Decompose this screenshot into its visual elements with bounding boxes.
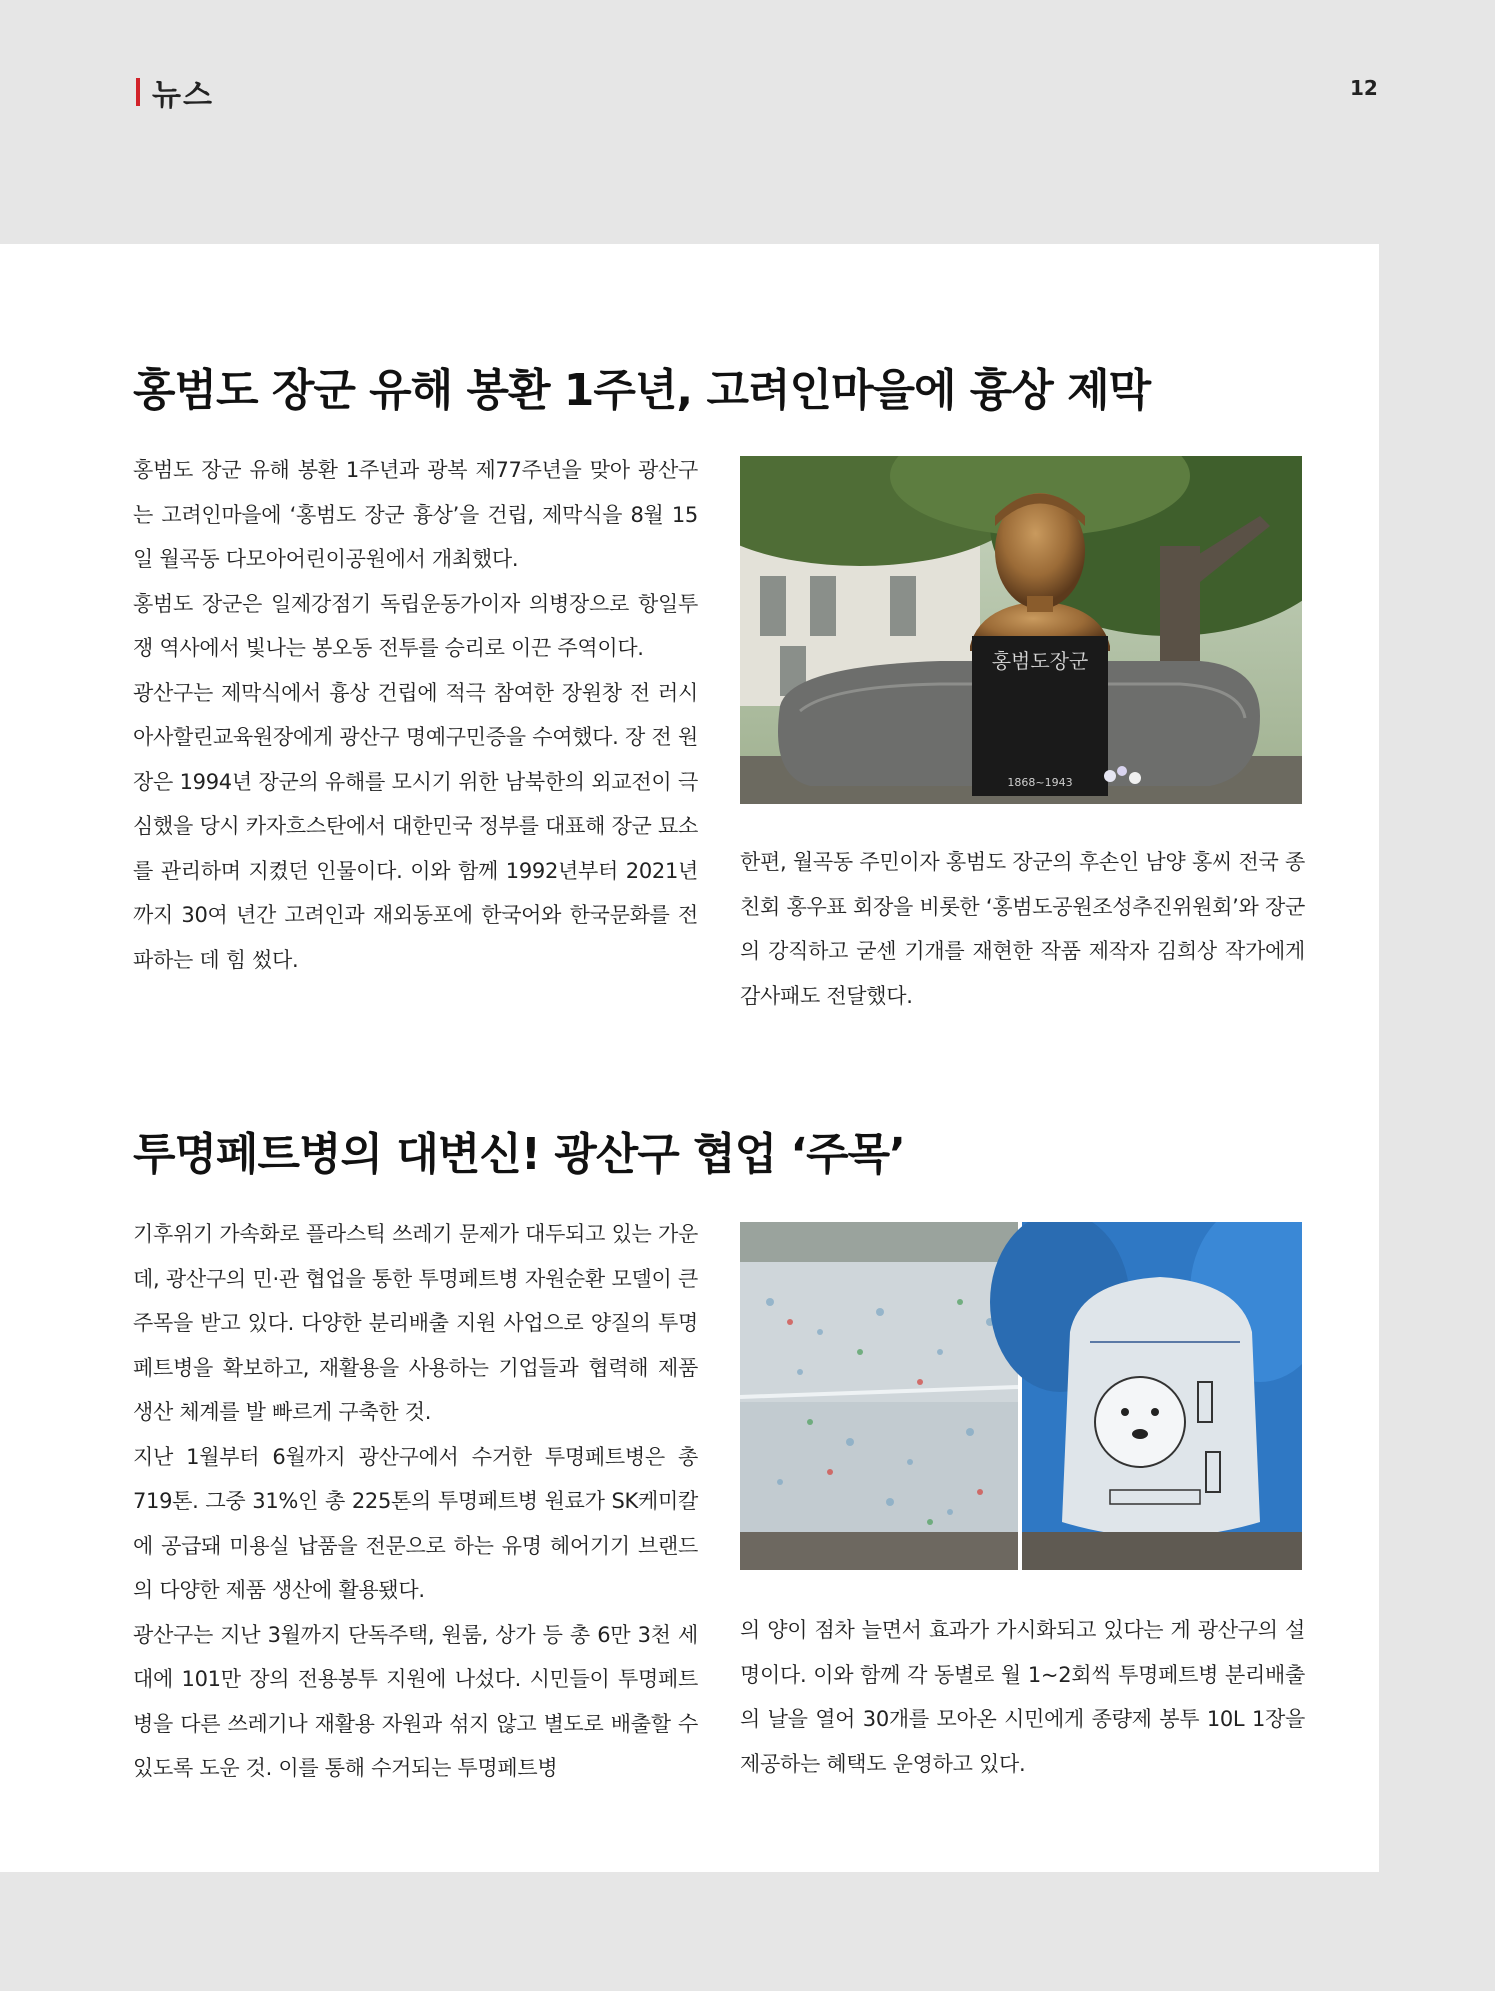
pet-bottle-photo (740, 1222, 1302, 1570)
bust-statue-photo (740, 456, 1302, 804)
article-1-paragraph: 홍범도 장군은 일제강점기 독립운동가이자 의병장으로 항일투쟁 역사에서 빛나는 봉오동 전투를 승리로 이끈 주역이다. (133, 591, 698, 660)
article-1-left-column (133, 448, 698, 982)
article-2-paragraph: 지난 1월부터 6월까지 광산구에서 수거한 투명페트병은 총 719톤. 그중 31%인 총 225톤의 투명페트병 원료가 SK케미칼에 공급돼 미용실 납품을 전문으로 하는 유명 헤어기기 브랜드의 다양한 제품 생산에 활용됐다. (133, 1444, 698, 1602)
page-header (0, 0, 1495, 160)
article-2-right-column (740, 1608, 1305, 1786)
content-panel (0, 244, 1379, 1872)
article-2-title: 투명페트병의 대변신! 광산구 협업 ‘주목’ (133, 1129, 905, 1180)
article-1-paragraph: 광산구는 제막식에서 흉상 건립에 적극 참여한 장원창 전 러시아사할린교육원장에게 광산구 명예구민증을 수여했다. 장 전 원장은 1994년 장군의 유해를 모시기 위한 남북한의 외교전이 극심했을 당시 카자흐스탄에서 대한민국 정부를 대표해 장군 묘소를 관리하며 지켰던 인물이다. 이와 함께 1992년부터 2021년까지 30여 년간 고려인과 재외동포에 한국어와 한국문화를 전파하는 데 힘 썼다. (133, 680, 698, 972)
article-2-paragraph: 광산구는 지난 3월까지 단독주택, 원룸, 상가 등 총 6만 3천 세대에 101만 장의 전용봉투 지원에 나섰다. 시민들이 투명페트병을 다른 쓰레기나 재활용 자원과 섞지 않고 별도로 배출할 수 있도록 도운 것. 이를 통해 수거되는 투명페트병 (133, 1622, 698, 1780)
article-2-paragraph: 기후위기 가속화로 플라스틱 쓰레기 문제가 대두되고 있는 가운데, 광산구의 민·관 협업을 통한 투명페트병 자원순환 모델이 큰 주목을 받고 있다. 다양한 분리배출 지원 사업으로 양질의 투명페트병을 확보하고, 재활용을 사용하는 기업들과 협력해 제품 생산 체계를 발 빠르게 구축한 것. (133, 1222, 698, 1424)
article-2-left-column (133, 1212, 698, 1791)
article-1-title: 홍범도 장군 유해 봉환 1주년, 고려인마을에 흉상 제막 (133, 365, 1151, 416)
article-1-right-column (740, 840, 1305, 1018)
page-number: 12 (1350, 76, 1378, 100)
article-1-paragraph: 한편, 월곡동 주민이자 홍범도 장군의 후손인 남양 홍씨 전국 종친회 홍우표 회장을 비롯한 ‘홍범도공원조성추진위원회’와 장군의 강직하고 굳센 기개를 재현한 작품 제작자 김희상 작가에게 감사패도 전달했다. (740, 850, 1305, 1008)
article-2-paragraph: 의 양이 점차 늘면서 효과가 가시화되고 있다는 게 광산구의 설명이다. 이와 함께 각 동별로 월 1~2회씩 투명페트병 분리배출의 날을 열어 30개를 모아온 시민에게 종량제 봉투 10L 1장을 제공하는 혜택도 운영하고 있다. (740, 1618, 1305, 1776)
bust-statue-illustration (740, 456, 1302, 804)
section-title: 뉴스 (152, 78, 214, 113)
section-accent-bar (136, 78, 140, 106)
plaque-years: 1868~1943 (1007, 776, 1073, 789)
article-1-paragraph: 홍범도 장군 유해 봉환 1주년과 광복 제77주년을 맞아 광산구는 고려인마을에 ‘홍범도 장군 흉상’을 건립, 제막식을 8월 15일 월곡동 다모아어린이공원에서 개최했다. (133, 458, 698, 571)
pet-bottle-illustration (740, 1222, 1302, 1570)
plaque-text: 홍범도장군 (991, 649, 1089, 673)
